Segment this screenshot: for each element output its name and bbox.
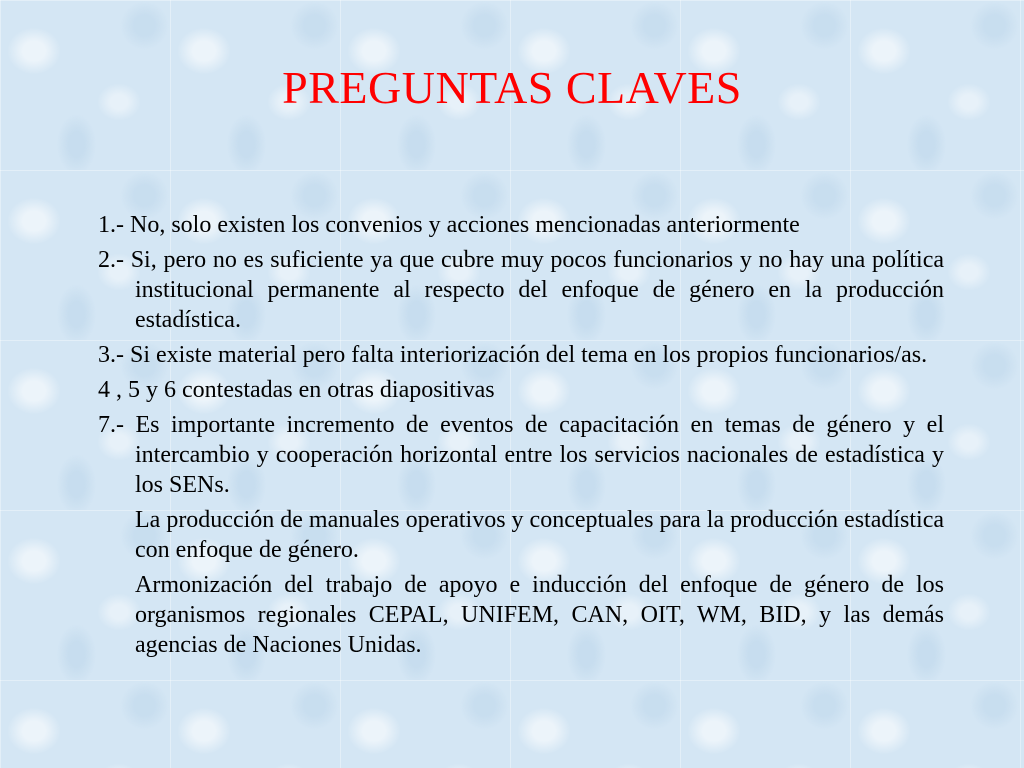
answer-2: 2.- Si, pero no es suficiente ya que cubre muy pocos funcionarios y no hay una política institucional permanente al respecto del enfoque de género en la producción estadística. [98, 247, 944, 333]
slide-title: PREGUNTAS CLAVES [282, 62, 742, 113]
answer-3: 3.- Si existe material pero falta interiorización del tema en los propios funcionarios/as. [98, 342, 928, 368]
answer-7-manuals: La producción de manuales operativos y conceptuales para la producción estadística con enfoque de género. [135, 507, 945, 563]
answer-7-harmonization: Armonización del trabajo de apoyo e inducción del enfoque de género de los organismos regionales CEPAL, UNIFEM, CAN, OIT, WM, BID, y las demás agencias de Naciones Unidas. [135, 572, 944, 658]
slide-body [98, 210, 944, 665]
answer-7: 7.- Es importante incremento de eventos de capacitación en temas de género y el intercambio y cooperación horizontal entre los servicios nacionales de estadística y los SENs. [98, 412, 944, 498]
answer-1: 1.- No, solo existen los convenios y acciones mencionadas anteriormente [98, 212, 800, 238]
answer-4-5-6: 4 , 5 y 6 contestadas en otras diapositivas [98, 377, 495, 403]
